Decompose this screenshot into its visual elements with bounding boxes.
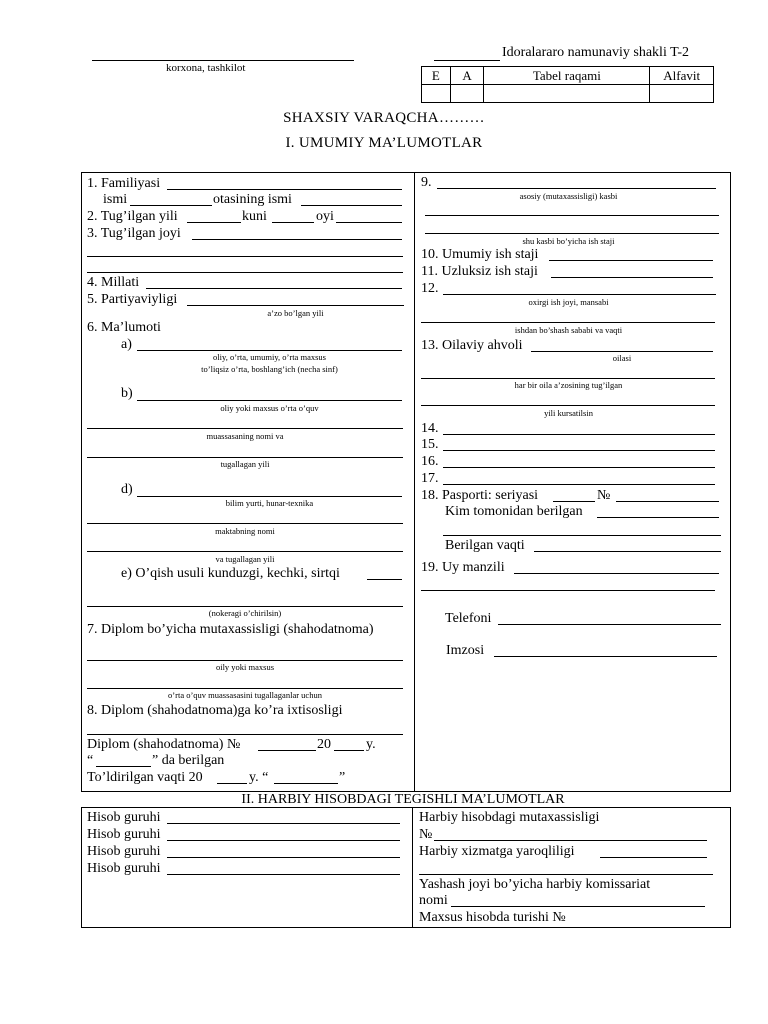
- berilgan-open-quote: “: [87, 753, 94, 768]
- harbiy-mutaxassislik-no-label: №: [419, 827, 433, 842]
- field-12-line2[interactable]: [421, 322, 715, 323]
- field-malumoti-a-line[interactable]: [137, 350, 402, 351]
- field-oilaviy-caption: oilasi: [612, 353, 632, 363]
- field-malumoti-a-caption: oliy, o’rta, umumiy, o’rta maxsus: [213, 352, 326, 362]
- field-malumoti-b-line2[interactable]: [87, 428, 403, 429]
- field-telefoni-label: Telefoni: [445, 611, 492, 626]
- field-uy-manzili-label: 19. Uy manzili: [421, 560, 505, 575]
- field-9-caption2: shu kasbi bo’yicha ish staji: [522, 236, 615, 246]
- harbiy-mutaxassislik-line[interactable]: [434, 840, 707, 841]
- field-kim-berilgan-line2[interactable]: [443, 535, 721, 536]
- field-9-caption: asosiy (mutaxassisligi) kasbi: [519, 191, 618, 201]
- field-ismi-line[interactable]: [130, 205, 212, 206]
- komissariat-nomi-line[interactable]: [451, 906, 705, 907]
- field-imzosi-label: Imzosi: [446, 643, 485, 658]
- maxsus-hisob-label: Maxsus hisobda turishi №: [419, 910, 566, 925]
- field-tugilgan-joyi-line[interactable]: [192, 239, 402, 240]
- toldirilgan-date-line[interactable]: [274, 783, 338, 784]
- field-otasi-label: otasining ismi: [213, 192, 292, 207]
- field-diplom-mutaxassislik-line[interactable]: [87, 660, 403, 661]
- field-malumoti-a-caption2: to’liqsiz o’rta, boshlang’ich (necha sinf): [201, 364, 338, 374]
- field-malumoti-d-line2[interactable]: [87, 523, 403, 524]
- tabel-value-row: [422, 85, 714, 103]
- org-caption: korxona, tashkilot: [166, 62, 246, 74]
- harbiy-yaroqlilik-label: Harbiy xizmatga yaroqliligi: [419, 844, 575, 859]
- field-15-line[interactable]: [443, 450, 715, 451]
- field-malumoti-label: 6. Ma’lumoti: [87, 320, 161, 335]
- harbiy-yaroqlilik-line[interactable]: [600, 857, 707, 858]
- field-berilgan-vaqti-line[interactable]: [534, 551, 721, 552]
- diplom-number-label: Diplom (shahodatnoma) №: [87, 737, 241, 752]
- komissariat-nomi-label: nomi: [419, 893, 448, 908]
- harbiy-mutaxassislik-label: Harbiy hisobdagi mutaxassisligi: [419, 810, 600, 825]
- form-name-line: [434, 60, 500, 61]
- field-malumoti-b-caption2: muassasaning nomi va: [206, 431, 284, 441]
- field-pasport-label: 18. Pasporti: seriyasi: [421, 488, 539, 503]
- field-uy-manzili-line[interactable]: [514, 573, 719, 574]
- field-malumoti-d-caption3: va tugallagan yili: [215, 554, 275, 564]
- field-tugilgan-joyi-line2[interactable]: [87, 256, 403, 257]
- section2-title: II. HARBIY HISOBDAGI TEGISHLI MA’LUMOTLAR: [241, 792, 565, 807]
- field-oilaviy-label: 13. Oilaviy ahvoli: [421, 338, 523, 353]
- field-tugilgan-joyi-line3[interactable]: [87, 272, 403, 273]
- field-tugilgan-yili-line[interactable]: [187, 222, 241, 223]
- field-diplom-mutaxassislik-line2[interactable]: [87, 688, 403, 689]
- field-kuni-line[interactable]: [272, 222, 314, 223]
- field-millati-line[interactable]: [146, 288, 402, 289]
- toldirilgan-close-quote: ”: [339, 770, 346, 785]
- field-kim-berilgan-label: Kim tomonidan berilgan: [445, 504, 583, 519]
- field-telefoni-line[interactable]: [498, 624, 721, 625]
- field-12-caption2: ishdan bo’shash sababi va vaqti: [514, 325, 623, 335]
- field-12-caption: oxirgi ish joyi, mansabi: [528, 297, 609, 307]
- field-millati-label: 4. Millati: [87, 275, 140, 290]
- field-malumoti-b-caption: oliy yoki maxsus o’rta o’quv: [220, 403, 319, 413]
- hisob-guruhi-2-label: Hisob guruhi: [87, 827, 161, 842]
- field-uzluksiz-staj-line[interactable]: [551, 277, 713, 278]
- field-pasport-seriya-line[interactable]: [553, 501, 595, 502]
- toldirilgan-y-label: y. “: [249, 770, 269, 785]
- field-17-label: 17.: [421, 471, 439, 486]
- field-ismi-label: ismi: [103, 192, 128, 207]
- field-diplom-mutaxassislik-caption2: o’rta o’quv muassasasini tugallaganlar uchun: [168, 690, 322, 700]
- field-kuni-label: kuni: [242, 209, 267, 224]
- field-imzosi-line[interactable]: [494, 656, 717, 657]
- hisob-guruhi-1-line[interactable]: [167, 823, 400, 824]
- field-tugilgan-yili-label: 2. Tug’ilgan yili: [87, 209, 178, 224]
- tabel-cell-e: E: [422, 67, 451, 85]
- tabel-cell-a: A: [450, 67, 484, 85]
- tabel-cell-raqami: Tabel raqami: [484, 67, 650, 85]
- section1-title: I. UMUMIY MA’LUMOTLAR: [285, 135, 483, 151]
- field-malumoti-d-line3[interactable]: [87, 551, 403, 552]
- field-ixtisosligi-line[interactable]: [87, 734, 403, 735]
- hisob-guruhi-3-label: Hisob guruhi: [87, 844, 161, 859]
- toldirilgan-label: To’ldirilgan vaqti 20: [87, 770, 203, 785]
- field-berilgan-vaqti-label: Berilgan vaqti: [445, 538, 525, 553]
- field-umumiy-staj-label: 10. Umumiy ish staji: [421, 247, 539, 262]
- field-malumoti-d-line[interactable]: [137, 496, 402, 497]
- field-oyi-line[interactable]: [336, 222, 402, 223]
- field-oilaviy-caption3: yili kursatilsin: [544, 408, 593, 418]
- field-oilaviy-line[interactable]: [531, 351, 713, 352]
- field-17-line[interactable]: [443, 484, 715, 485]
- field-malumoti-d-caption2: maktabning nomi: [215, 526, 275, 536]
- diplom-y-label: y.: [366, 737, 376, 752]
- field-malumoti-b-line3[interactable]: [87, 457, 403, 458]
- hisob-guruhi-4-line[interactable]: [167, 874, 400, 875]
- field-partiyaviyligi-caption: a’zo bo’lgan yili: [267, 308, 324, 318]
- field-diplom-mutaxassislik-caption: oily yoki maxsus: [215, 662, 275, 672]
- diplom-year-line[interactable]: [334, 750, 364, 751]
- section2-divider: [412, 807, 413, 927]
- tabel-value-raqami[interactable]: [484, 85, 650, 103]
- field-uy-manzili-line2[interactable]: [421, 590, 715, 591]
- field-ixtisosligi-label: 8. Diplom (shahodatnoma)ga ko’ra ixtisosligi: [87, 703, 343, 718]
- field-kim-berilgan-line[interactable]: [597, 517, 719, 518]
- section2-box: [81, 807, 731, 928]
- page-title: SHAXSIY VARAQCHA………: [283, 110, 485, 126]
- field-partiyaviyligi-label: 5. Partiyaviyligi: [87, 292, 178, 307]
- field-oilaviy-line3[interactable]: [421, 405, 715, 406]
- field-malumoti-b-label: b): [121, 386, 133, 401]
- hisob-guruhi-4-label: Hisob guruhi: [87, 861, 161, 876]
- field-familiyasi-line[interactable]: [167, 189, 402, 190]
- field-partiyaviyligi-line[interactable]: [187, 305, 404, 306]
- form-name: Idoralararo namunaviy shakli T-2: [502, 45, 690, 60]
- field-12-label: 12.: [421, 281, 439, 296]
- field-malumoti-d-caption: bilim yurti, hunar-texnika: [225, 498, 314, 508]
- field-diplom-mutaxassislik-label: 7. Diplom bo’yicha mutaxassisligi (shahodatnoma): [87, 622, 374, 637]
- field-malumoti-b-line[interactable]: [137, 400, 402, 401]
- hisob-guruhi-3-line[interactable]: [167, 857, 400, 858]
- field-16-line[interactable]: [443, 467, 715, 468]
- tabel-value-e[interactable]: [422, 85, 451, 103]
- field-14-line[interactable]: [443, 434, 715, 435]
- berilgan-date-line[interactable]: [96, 766, 151, 767]
- section1-divider: [414, 172, 415, 791]
- tabel-cell-alfavit: Alfavit: [650, 67, 714, 85]
- field-tugilgan-joyi-label: 3. Tug’ilgan joyi: [87, 226, 181, 241]
- field-pasport-no-line[interactable]: [616, 501, 719, 502]
- field-oyi-label: oyi: [316, 209, 334, 224]
- hisob-guruhi-1-label: Hisob guruhi: [87, 810, 161, 825]
- harbiy-yaroqlilik-line2[interactable]: [419, 874, 713, 875]
- org-name-line: [92, 60, 354, 61]
- field-16-label: 16.: [421, 454, 439, 469]
- diplom-number-line[interactable]: [258, 750, 316, 751]
- field-14-label: 14.: [421, 421, 439, 436]
- field-uzluksiz-staj-label: 11. Uzluksiz ish staji: [421, 264, 538, 279]
- hisob-guruhi-2-line[interactable]: [167, 840, 400, 841]
- tabel-value-a[interactable]: [450, 85, 484, 103]
- field-otasi-line[interactable]: [301, 205, 402, 206]
- toldirilgan-year-line[interactable]: [217, 783, 247, 784]
- field-oqish-usuli-line[interactable]: [367, 579, 402, 580]
- field-oilaviy-caption2: har bir oila a’zosining tug’ilgan: [514, 380, 623, 390]
- field-pasport-no-label: №: [597, 488, 611, 503]
- field-oqish-usuli-line2[interactable]: [87, 606, 403, 607]
- field-oqish-usuli-caption: (nokeragi o’chirilsin): [208, 608, 282, 618]
- field-9-line[interactable]: [437, 188, 716, 189]
- field-malumoti-b-caption3: tugallagan yili: [220, 459, 270, 469]
- komissariat-label: Yashash joyi bo’yicha harbiy komissariat: [419, 877, 651, 892]
- field-15-label: 15.: [421, 437, 439, 452]
- tabel-header-row: [422, 67, 714, 85]
- field-malumoti-d-label: d): [121, 482, 133, 497]
- field-oqish-usuli-label: e) O’qish usuli kunduzgi, kechki, sirtqi: [121, 566, 340, 581]
- field-oilaviy-line2[interactable]: [421, 378, 715, 379]
- field-9-line2[interactable]: [425, 215, 719, 216]
- berilgan-label: ” da berilgan: [152, 753, 225, 768]
- field-familiyasi-label: 1. Familiyasi: [87, 176, 161, 191]
- field-9-label: 9.: [421, 175, 432, 190]
- field-umumiy-staj-line[interactable]: [549, 260, 713, 261]
- tabel-table: [421, 66, 714, 103]
- field-malumoti-a-label: a): [121, 337, 132, 352]
- field-12-line[interactable]: [443, 294, 716, 295]
- field-9-line3[interactable]: [425, 233, 719, 234]
- diplom-20-label: 20: [317, 737, 331, 752]
- tabel-value-alfavit[interactable]: [650, 85, 714, 103]
